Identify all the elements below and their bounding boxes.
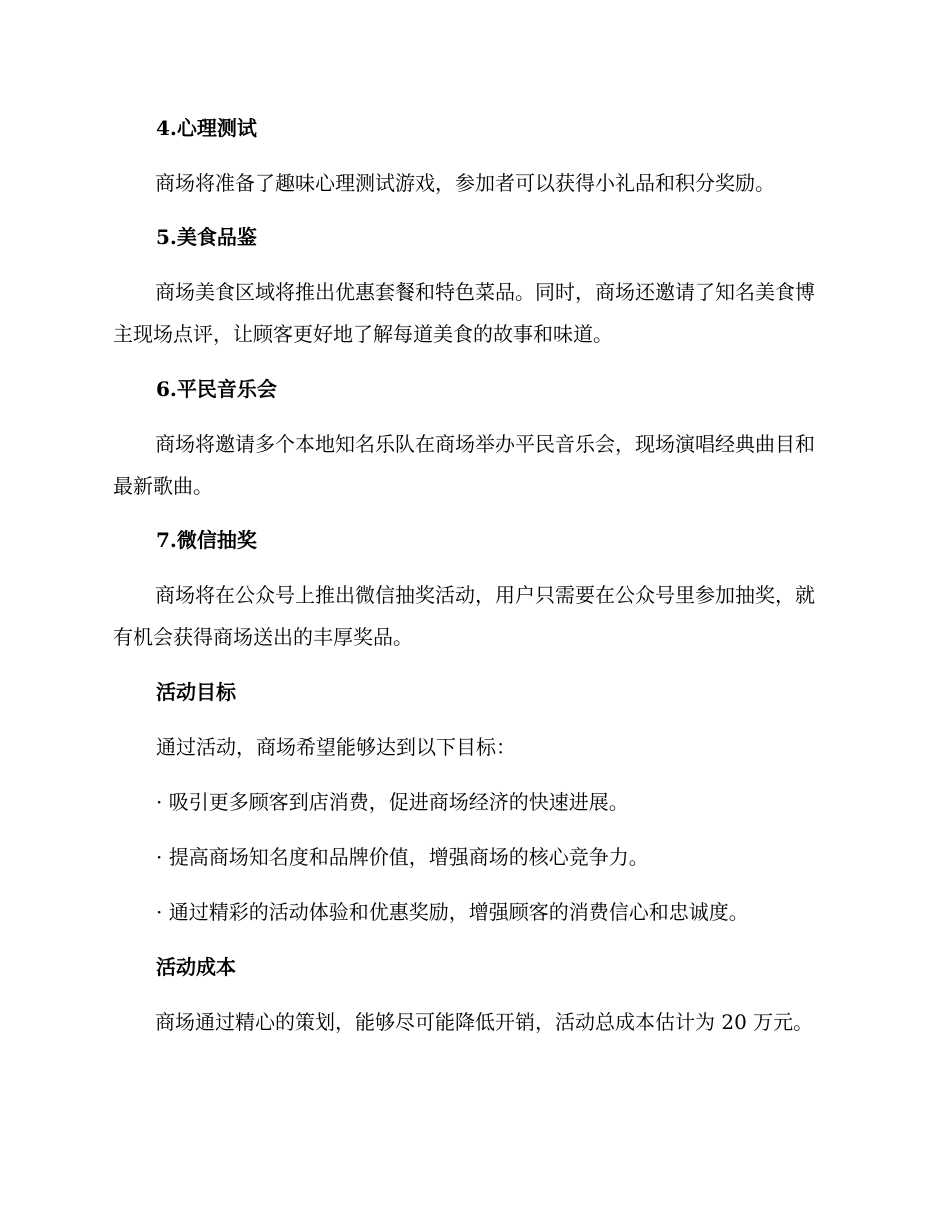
section-heading-psych-test: 4.心理测试	[156, 116, 257, 140]
goal-item: · 通过精彩的活动体验和优惠奖励，增强顾客的消费信心和忠诚度。	[156, 900, 749, 924]
section-body-food-tasting: 商场美食区域将推出优惠套餐和特色菜品。同时，商场还邀请了知名美食博主现场点评，让顾客更好地了解每道美食的故事和味道。	[113, 280, 815, 346]
goal-item: · 提高商场知名度和品牌价值，增强商场的核心竞争力。	[156, 845, 649, 869]
section-body-wechat-lottery: 商场将在公众号上推出微信抽奖活动，用户只需要在公众号里参加抽奖，就有机会获得商场送出的丰厚奖品。	[113, 583, 815, 649]
section-heading-wechat-lottery: 7.微信抽奖	[156, 528, 257, 552]
section-body-psych-test: 商场将准备了趣味心理测试游戏，参加者可以获得小礼品和积分奖励。	[155, 171, 775, 195]
goals-intro: 通过活动，商场希望能够达到以下目标：	[156, 735, 516, 759]
cost-body: 商场通过精心的策划，能够尽可能降低开销，活动总成本估计为 20 万元。	[155, 1010, 814, 1034]
section-heading-food-tasting: 5.美食品鉴	[156, 225, 257, 249]
cost-heading: 活动成本	[156, 955, 236, 979]
section-body-concert: 商场将邀请多个本地知名乐队在商场举办平民音乐会，现场演唱经典曲目和最新歌曲。	[113, 432, 815, 498]
goal-item: · 吸引更多顾客到店消费，促进商场经济的快速进展。	[156, 790, 629, 814]
section-heading-concert: 6.平民音乐会	[156, 377, 277, 401]
goals-heading: 活动目标	[156, 680, 236, 704]
